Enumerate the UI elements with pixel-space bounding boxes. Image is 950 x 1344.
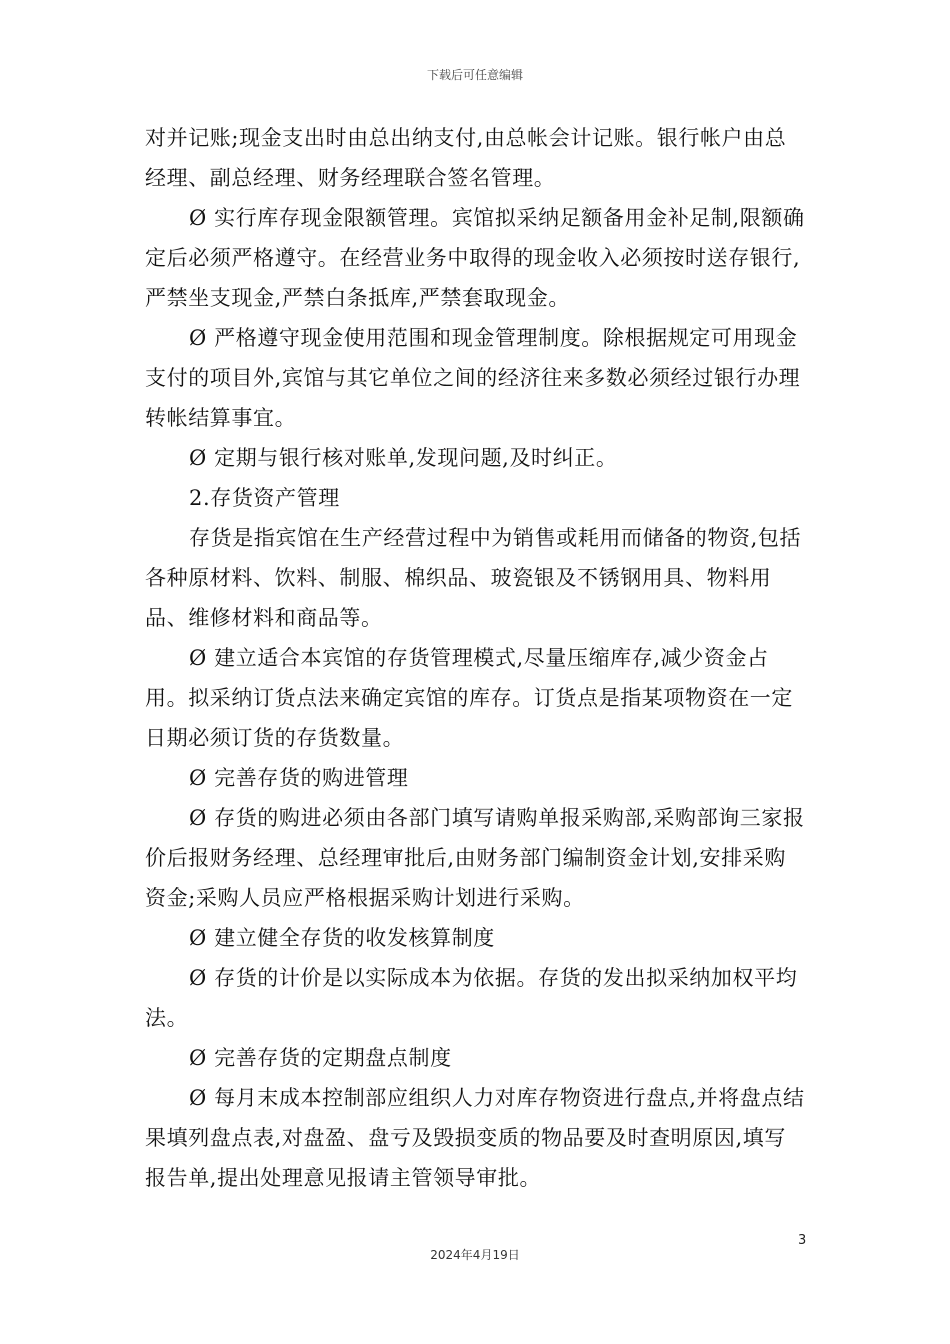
- paragraph: Ø 存货的计价是以实际成本为依据。存货的发出拟采纳加权平均法。: [145, 966, 798, 1030]
- paragraph: Ø 每月末成本控制部应组织人力对库存物资进行盘点,并将盘点结果填列盘点表,对盘盈、盘亏及毁损变质的物品要及时查明原因,填写报告单,提出处理意见报请主管领导审批。: [145, 1086, 805, 1190]
- document-body: [145, 118, 807, 1198]
- page-footer-date: 2024年4月19日: [430, 1248, 520, 1262]
- page-number: 3: [798, 1233, 807, 1248]
- page-header: 下载后可任意编辑: [426, 68, 523, 82]
- paragraph: Ø 完善存货的购进管理: [189, 766, 409, 790]
- paragraph: 存货是指宾馆在生产经营过程中为销售或耗用而储备的物资,包括各种原材料、饮料、制服、棉织品、玻瓷银及不锈钢用具、物料用品、维修材料和商品等。: [145, 526, 802, 630]
- paragraph: Ø 定期与银行核对账单,发现问题,及时纠正。: [189, 446, 618, 470]
- section-heading: 2.存货资产管理: [189, 486, 340, 510]
- paragraph: Ø 完善存货的定期盘点制度: [189, 1046, 452, 1070]
- paragraph: Ø 实行库存现金限额管理。宾馆拟采纳足额备用金补足制,限额确定后必须严格遵守。在经营业务中取得的现金收入必须按时送存银行,严禁坐支现金,严禁白条抵库,严禁套取现金。: [145, 206, 805, 310]
- paragraph: Ø 建立适合本宾馆的存货管理模式,尽量压缩库存,减少资金占用。拟采纳订货点法来确定宾馆的库存。订货点是指某项物资在一定日期必须订货的存货数量。: [145, 646, 793, 750]
- paragraph: Ø 建立健全存货的收发核算制度: [189, 926, 495, 950]
- paragraph: Ø 存货的购进必须由各部门填写请购单报采购部,采购部询三家报价后报财务经理、总经理审批后,由财务部门编制资金计划,安排采购资金;采购人员应严格根据采购计划进行采购。: [145, 806, 805, 910]
- paragraph: 对并记账;现金支出时由总出纳支付,由总帐会计记账。银行帐户由总经理、副总经理、财务经理联合签名管理。: [145, 126, 787, 190]
- paragraph: Ø 严格遵守现金使用范围和现金管理制度。除根据规定可用现金支付的项目外,宾馆与其它单位之间的经济往来多数必须经过银行办理转帐结算事宜。: [145, 326, 801, 430]
